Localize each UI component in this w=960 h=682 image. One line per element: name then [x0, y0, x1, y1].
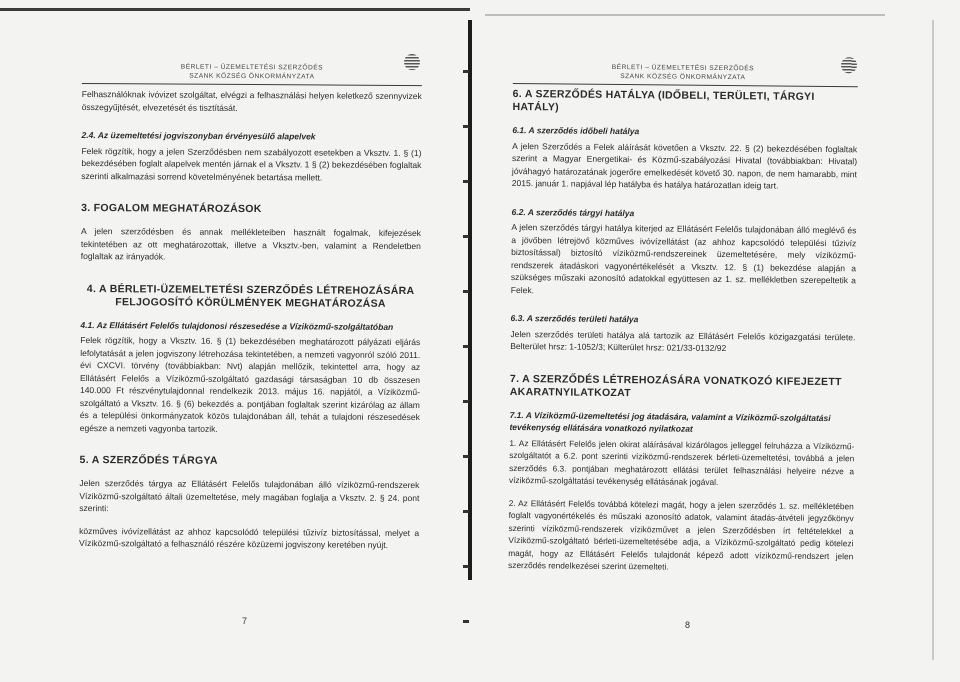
scan-edge-top-right [485, 14, 885, 16]
left-header-subtitle: SZANK KÖZSÉG ÖNKORMÁNYZATA [189, 72, 315, 81]
section-5-title: 5. A SZERZŐDÉS TÁRGYA [79, 453, 218, 467]
binding-ring-marks [463, 40, 469, 680]
section-6-title: 6. A SZERZŐDÉS HATÁLYA (IDŐBELI, TERÜLETI, TÁRGYI HATÁLY) [512, 87, 815, 114]
right-header-title: BÉRLETI – ÜZEMELTETÉSI SZERZŐDÉS [611, 63, 755, 73]
right-header-subtitle: SZANK KÖZSÉG ÖNKORMÁNYZATA [620, 73, 746, 82]
section-5-text-1: Jelen szerződés tárgya az Ellátásért Felelős tulajdonában álló víziközmű-rendszerek Víziközmű-szolgáltató általi üzemeltetése, mely magában foglalja a Vksztv. 2. § 24. pont szerinti: [79, 477, 420, 514]
section-7-1-item-1: 1. Az Ellátásért Felelős jelen okirat aláírásával kizárólagos jelleggel felruházza a Víziközmű-szolgáltatót a 6.2. pont szerinti víziközmű-rendszerek bérleti-üzemeltetési, továbbá a jelen szerződés 6.3. pontjában meghatározott ellátási terület felhasználási helyeire nézve a víziközmű-szolgáltatási tevékenység ellátásának jogával. [508, 437, 855, 487]
section-3-text: A jelen szerződésben és annak mellékleteiben használt fogalmak, kifejezések tekintetében az ott meghatározottak, illetve a Vksztv.-ben, valamint a Rendeletben foglaltak az irányadók. [80, 225, 421, 262]
section-4-1-text: Felek rögzítik, hogy a Vksztv. 16. § (1) bekezdésében meghatározott pályázati eljárás lefolytatását a jelen jogviszony létrehozása tekintetében, a nemzeti vagyonról szóló 2011. évi CXCVI. törvény (továbbiakban: Nvt) alapján mellőzik, tekintettel arra, hogy az Ellátásért Felelős a Víziközmű-szolgáltató gazdasági társaságban 10 db összesen 140.000 Ft részvénytulajdonnal rendelkezik 2013. május 16. napjától, a Víziközmű-szolgáltató a Vksztv. 16. § (6) bekezdés a. pontjában foglaltak szerint kizárólag az állam és a települési önkormányzatok közös tulajdonában áll, tehát a tulajdoni részesedések egésze a nemzeti vagyonba tartozik. [79, 334, 421, 434]
intro-paragraph: Felhasználóknak ivóvizet szolgáltat, elvégzi a felhasználási helyen keletkező szennyvizek összegyűjtését, elvezetését és tisztítását. [81, 88, 422, 113]
right-header [553, 62, 813, 82]
section-6-3-text: Jelen szerződés területi hatálya alá tartozik az Ellátásért Felelős közigazgatási területe. Belterület hrsz: 1-1052/3; Külterület hrsz: 021/33-0132/92 [510, 328, 856, 354]
section-7-1-title: 7.1. A Víziközmű-üzemeltetési jog átadására, valamint a Víziközmű-szolgáltatási tevékenység ellátására vonatkozó nyilatkozat [509, 409, 831, 434]
left-header-title: BÉRLETI – ÜZEMELTETÉSI SZERZŐDÉS [180, 63, 324, 72]
left-page-number: 7 [242, 616, 248, 626]
section-6-1-text: A jelen Szerződés a Felek aláírását követően a Vksztv. 22. § (2) bekezdésében foglaltak szerint a Magyar Energetikai- és Közmű-szabályozási Hivatal (továbbiakban: Hivatal) jóváhagyó határozatának jogerőre emelkedését követő 30. napon, de nem hamarabb, mint 2015. január 1. napjával lép hatályba és hatálya határozatlan ideig tart. [511, 140, 858, 191]
section-3-title: 3. FOGALOM MEGHATÁROZÁSOK [81, 201, 262, 216]
section-7-title: 7. A SZERZŐDÉS LÉTREHOZÁSÁRA VONATKOZÓ KIFEJEZETT AKARATNYILATKOZAT [509, 372, 842, 399]
section-6-2-title: 6.2. A szerződés tárgyi hatálya [511, 206, 635, 218]
section-6-3-title: 6.3. A szerződés területi hatálya [510, 312, 639, 325]
section-6-1-title: 6.1. A szerződés időbeli hatálya [512, 124, 640, 137]
section-4-title: 4. A BÉRLETI-ÜZEMELTETÉSI SZERZŐDÉS LÉTREHOZÁSÁRA FELJOGOSÍTÓ KÖRÜLMÉNYEK MEGHATÁROZÁSA [86, 282, 415, 310]
right-page-number: 8 [685, 620, 691, 630]
section-2-4-text: Felek rögzítik, hogy a jelen Szerződésben nem szabályozott esetekben a Vksztv. 1. § (1) bekezdésében foglalt alapelvek mentén járnak el a Vksztv. 1 § (2) bekezdésében foglaltak szerinti alkalmazási sorrend követelményének betartása mellett. [81, 145, 422, 182]
section-5-text-2: közműves ivóvízellátást az ahhoz kapcsolódó települési tűzivíz biztosítással, melyet a Víziközmű-szolgáltató a felhasználó részére közüzemi jogviszony keretében nyújt. [79, 525, 420, 550]
water-utility-logo-icon [841, 57, 857, 73]
left-header [122, 62, 382, 82]
right-page [508, 62, 858, 579]
left-header-rule [82, 83, 422, 86]
section-7-1-item-2: 2. Az Ellátásért Felelős továbbá kötelezi magát, hogy a jelen szerződés 1. sz. mellékletében foglalt vagyonértékelés és műszaki azonosító adatok, valamint átadás-átvételi jegyzőkönyv szerinti víziközmű-rendszerek víziközművet a jelen Szerződésben írt feltételekkel a Víziközmű-szolgáltató bérleti-üzemeltetésébe adja, a Víziközmű-szolgáltató pedig kötelezi magát, hogy az Ellátásért Felelős tulajdonát képező adott víziközmű-rendszert jelen szerződés rendelkezései szerint üzemelteti. [508, 497, 854, 572]
water-utility-logo-icon [404, 54, 420, 70]
scan-edge-top-left [0, 8, 470, 11]
page-edge-right [932, 20, 934, 660]
section-4-1-title: 4.1. Az Ellátásért Felelős tulajdonosi részesedése a Víziközmű-szolgáltatóban [80, 319, 394, 332]
section-6-2-text: A jelen szerződés tárgyi hatálya kiterjed az Ellátásért Felelős tulajdonában álló meglévő és a jövőben létrejövő közműves ivóvízellátást (az ahhoz kapcsolódó települési tűzivíz biztosítással) biztosító víziközmű-rendszereinek üzemeltetésére, mely víziközmű-rendszerek átadáskori vagyonértékelését a Vksztv. 12. § (1) bekezdése alapján a szükséges műszaki azonosító adatokkal együttesen az 1. sz. mellékletben szerepeltetik a Felek. [510, 221, 857, 295]
section-2-4-title: 2.4. Az üzemeltetési jogviszonyban érvényesülő alapelvek [81, 129, 316, 142]
left-page [79, 62, 422, 556]
right-header-rule [513, 83, 858, 87]
